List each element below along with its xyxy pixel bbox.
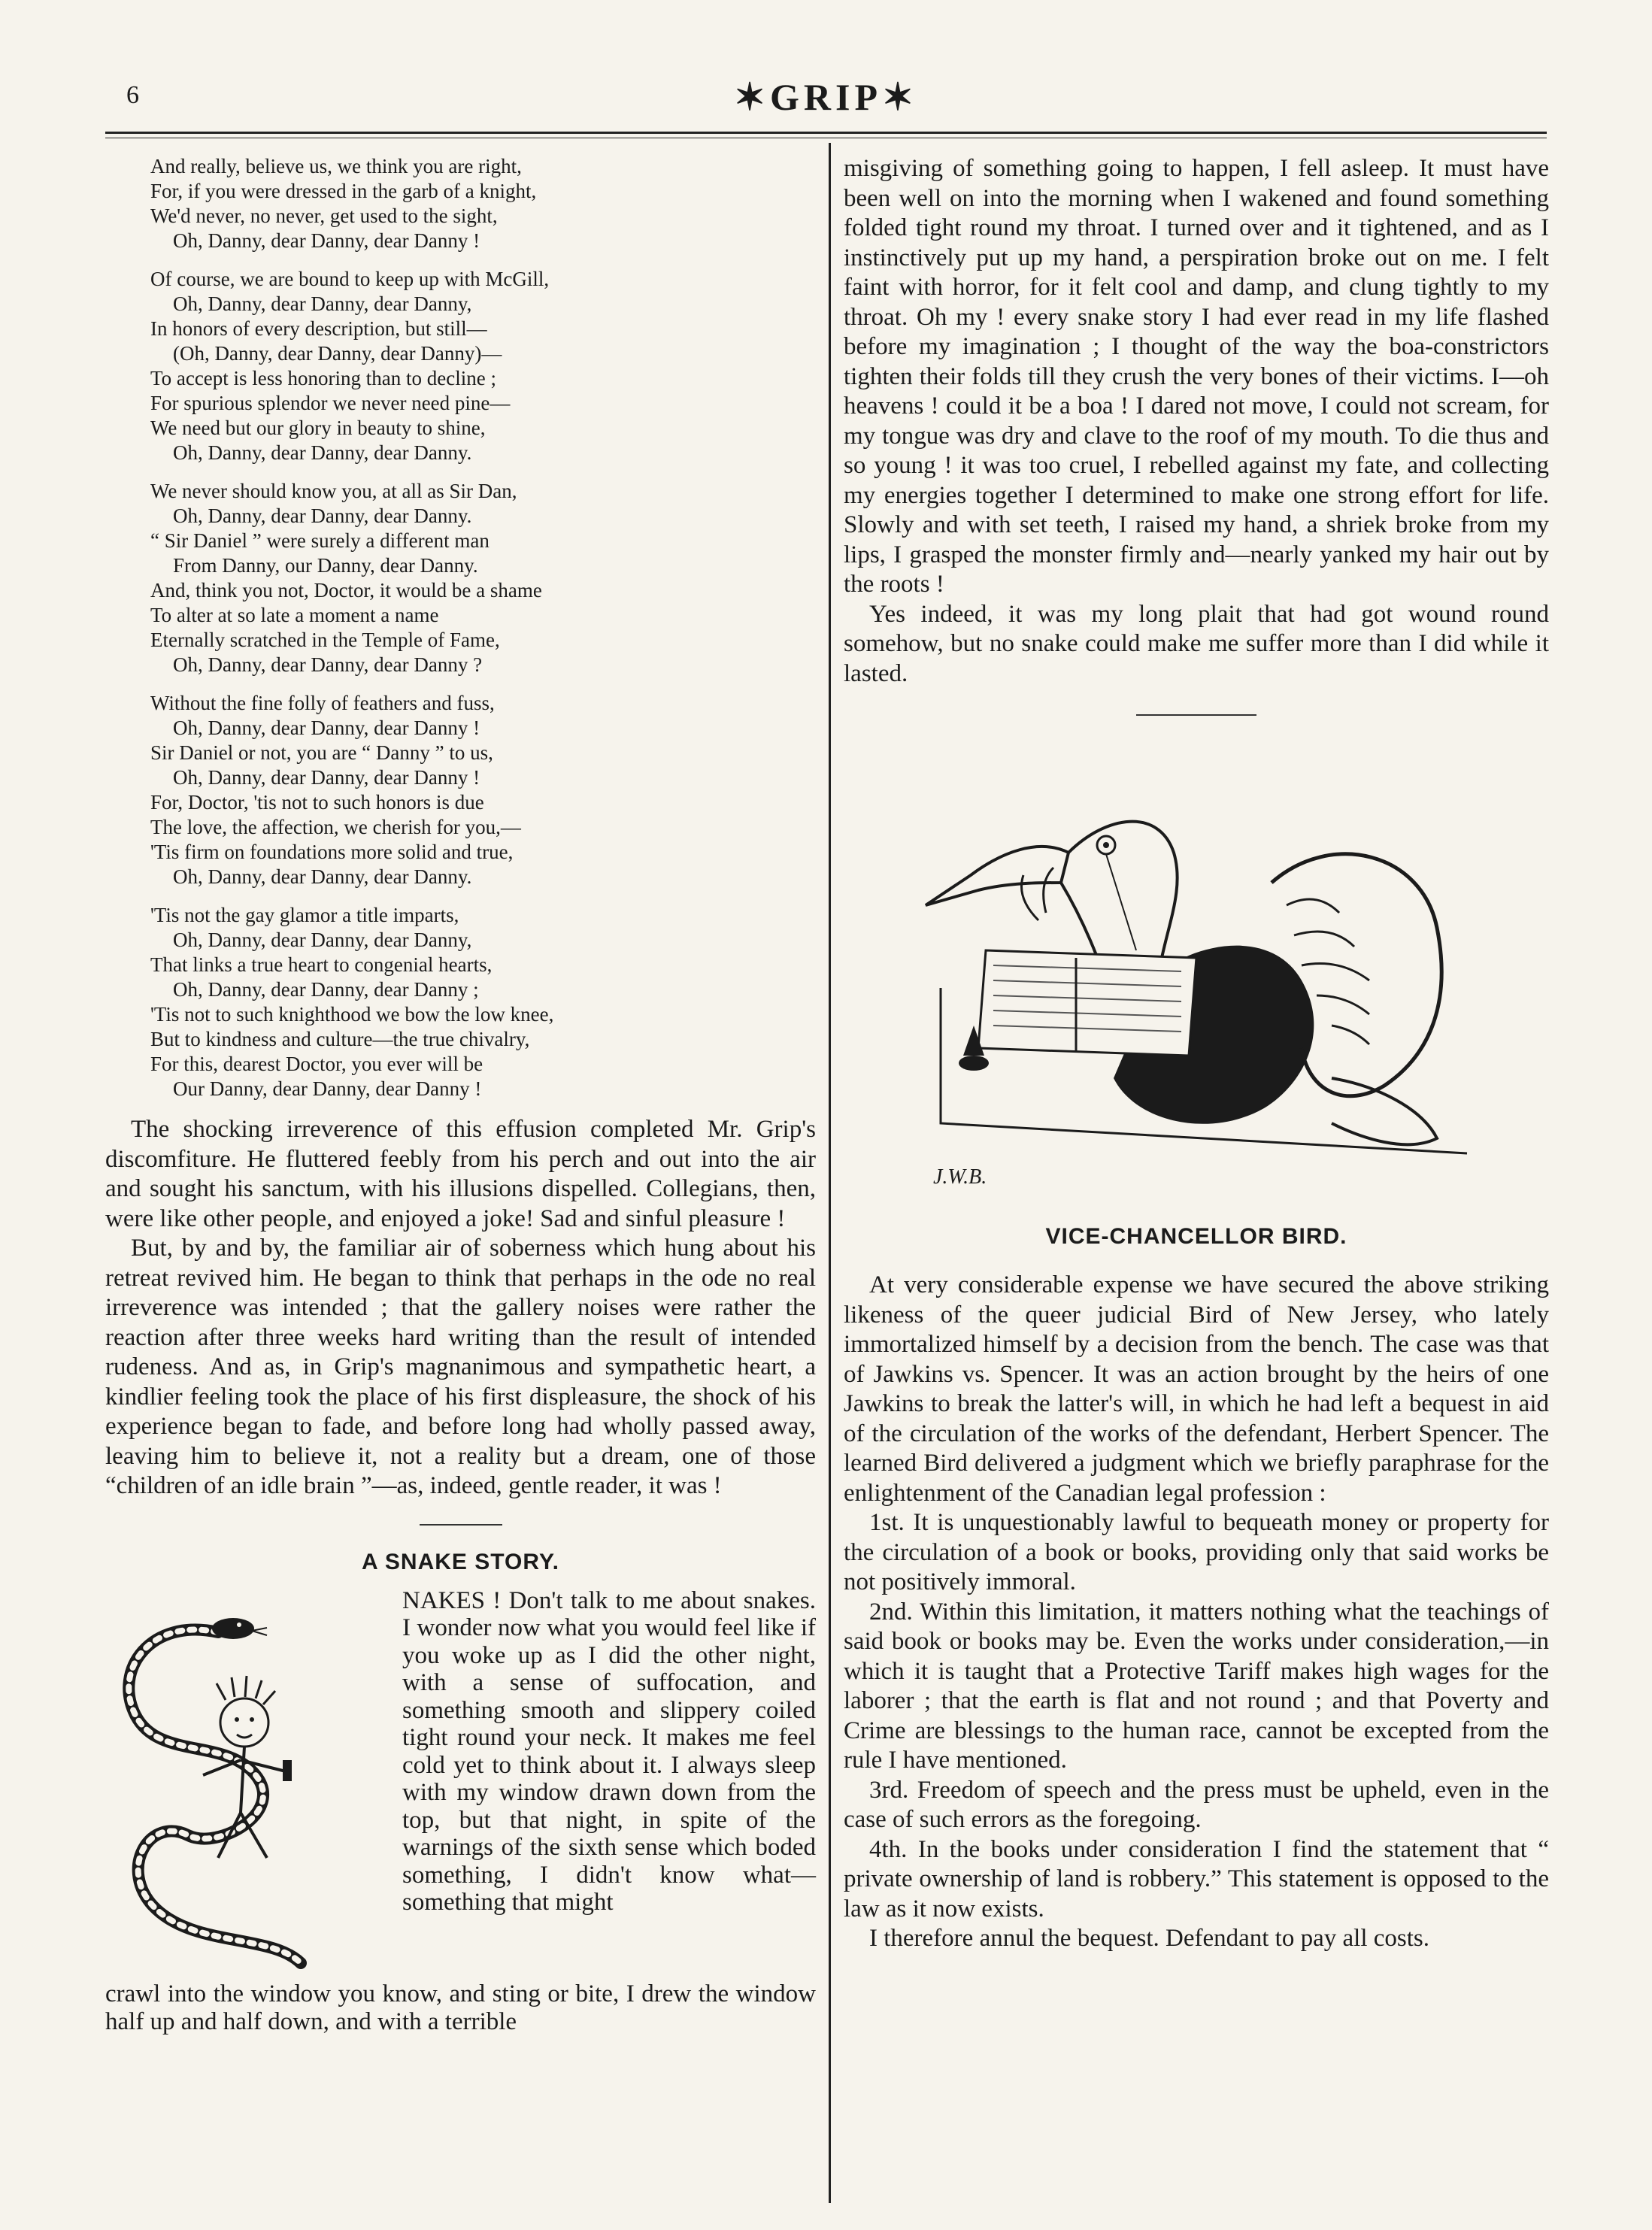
poem-line: Oh, Danny, dear Danny, dear Danny. — [173, 504, 472, 527]
poem-line: To accept is less honoring than to decline ; — [150, 367, 496, 389]
bird-article-paragraph: At very considerable expense we have secured the above striking likeness of the queer judicial Bird of New Jersey, who lately immortalized himself by a decision from the bench. The case was that of Jawkins vs. Spencer. It was an action brought by the heirs of one Jawkins to break the latter's will, in which he had left a bequest in aid of the circulation of the works of the defendant, Herbert Spencer. The learned Bird delivered a judgment which we briefly paraphrase for the enlightenment of the Canadian legal profession : — [844, 1271, 1549, 1507]
poem-line: For this, dearest Doctor, you ever will be — [150, 1053, 483, 1075]
poem-line: Oh, Danny, dear Danny, dear Danny ; — [173, 978, 479, 1001]
article-paragraph: But, by and by, the familiar air of soberness which hung about his retreat revived him. He began to think that perhaps in the ode no real irreverence was intended ; that the gallery noises were rather the reaction after three weeks hard writing than the result of intended rudeness. And as, in Grip's magnanimous and sympathetic heart, a kindlier feeling took the place of his first displeasure, the shock of his experience began to fade, and before long had wholly passed away, leaving him to believe it, not a reality but a dream, one of those “children of an idle brain ”—as, indeed, gentle reader, it was ! — [105, 1235, 816, 1499]
page-number: 6 — [126, 81, 139, 109]
poem-line: Oh, Danny, dear Danny, dear Danny ? — [173, 653, 483, 676]
snake-story-paragraph: NAKES ! Don't talk to me about snakes. I wonder now what you would feel like if you woke up as I did the other night, with a sense of suffocation, and something smooth and slippery coiled tight round your neck. It makes me feel cold yet to think about it. I always sleep with my window drawn down from the top, but that night, in spite of the warnings of the sixth sense which boded something, I didn't know what—something that might — [402, 1586, 816, 1916]
snake-story-continued: Yes indeed, it was my long plait that had got wound round somehow, but no snake could make me suffer more than I did while it lasted. — [844, 600, 1549, 687]
poem-line: And really, believe us, we think you are right, — [150, 155, 522, 177]
poem-line: For, Doctor, 'tis not to such honors is due — [150, 791, 484, 814]
poem-line: 'Tis not to such knighthood we bow the low knee, — [150, 1003, 554, 1026]
poem-line: Oh, Danny, dear Danny, dear Danny ! — [173, 766, 480, 789]
poem-line: The love, the affection, we cherish for you,— — [150, 816, 521, 838]
poem-line: Oh, Danny, dear Danny, dear Danny, — [173, 929, 472, 951]
bird-article-paragraph: 4th. In the books under consideration I find the statement that “ private ownership of land is robbery.” This statement is opposed to the law as it now exists. — [844, 1835, 1549, 1922]
poem-line: That links a true heart to congenial hearts, — [150, 953, 493, 976]
bird-article-paragraph: I therefore annul the bequest. Defendant to pay all costs. — [869, 1925, 1429, 1952]
poem-line: Oh, Danny, dear Danny, dear Danny. — [173, 865, 472, 888]
poem-line: Oh, Danny, dear Danny, dear Danny, — [173, 292, 472, 315]
poem-line: (Oh, Danny, dear Danny, dear Danny)— — [173, 342, 502, 365]
snake-story-opening — [105, 1587, 816, 1980]
poem-stanza — [150, 903, 816, 1101]
poem-line: For, if you were dressed in the garb of a knight, — [150, 180, 537, 202]
poem-line: We need but our glory in beauty to shine, — [150, 417, 486, 439]
poem-line: Oh, Danny, dear Danny, dear Danny ! — [173, 717, 480, 739]
bird-article-paragraph: 3rd. Freedom of speech and the press must be upheld, even in the case of such errors as the foregoing. — [844, 1776, 1549, 1833]
bird-article-paragraph: 1st. It is unquestionably lawful to bequeath money or property for the circulation of a book or books, providing only that said works be not positively immoral. — [844, 1509, 1549, 1595]
poem-line: From Danny, our Danny, dear Danny. — [173, 554, 478, 577]
right-column — [844, 154, 1549, 1954]
poem-line: “ Sir Daniel ” were surely a different man — [150, 529, 490, 552]
masthead-title: ✶GRIP✶ — [734, 76, 918, 118]
poem-line: To alter at so late a moment a name — [150, 604, 439, 626]
poem-line: Sir Daniel or not, you are “ Danny ” to us, — [150, 741, 493, 764]
poem-line: Eternally scratched in the Temple of Fame, — [150, 629, 500, 651]
bird-article-paragraph: 2nd. Within this limitation, it matters nothing what the teachings of said book or books may be. Even the works under consideration,—in which it is taught that a Protective Tariff makes high wages for the laborer ; that the earth is flat and not round ; and that Poverty and Crime are blessings to the human race, cannot be excepted from the rule I have mentioned. — [844, 1598, 1549, 1774]
poem — [105, 154, 816, 1101]
snake-story-heading: A SNAKE STORY. — [362, 1549, 559, 1574]
poem-line: Oh, Danny, dear Danny, dear Danny. — [173, 441, 472, 464]
poem-line: We'd never, no never, get used to the sight, — [150, 205, 498, 227]
poem-line: Of course, we are bound to keep up with McGill, — [150, 268, 550, 290]
poem-stanza — [150, 267, 816, 465]
snake-initial-illustration — [105, 1587, 391, 1980]
snake-story-paragraph: crawl into the window you know, and sting or bite, I drew the window half up and half down, and with a terrible — [105, 1980, 816, 2035]
poem-stanza — [150, 479, 816, 677]
section-divider — [420, 1524, 502, 1526]
poem-line: 'Tis not the gay glamor a title imparts, — [150, 904, 459, 926]
poem-line: And, think you not, Doctor, it would be a shame — [150, 579, 542, 601]
illustration-caption: VICE-CHANCELLOR BIRD. — [1045, 1224, 1347, 1249]
vice-chancellor-bird-illustration — [911, 732, 1482, 1206]
poem-line: Oh, Danny, dear Danny, dear Danny ! — [173, 229, 480, 252]
poem-line: 'Tis firm on foundations more solid and true, — [150, 841, 514, 863]
poem-line: We never should know you, at all as Sir Dan, — [150, 480, 517, 502]
poem-stanza — [150, 154, 816, 253]
poem-line: For spurious splendor we never need pine— — [150, 392, 511, 414]
article-paragraph: The shocking irreverence of this effusion completed Mr. Grip's discomfiture. He fluttered feebly from his perch and out into the air and sought his sanctum, with his illusions dispelled. Collegians, then, were like other people, and enjoyed a joke! Sad and sinful pleasure ! — [105, 1116, 816, 1232]
column-divider — [829, 143, 831, 2203]
poem-stanza — [150, 691, 816, 889]
snake-story-continued: misgiving of something going to happen, I fell asleep. It must have been well on into the morning when I wakened and found something folded tight round my throat. I turned over and it tightened, and as I instinctively put up my hand, a perspiration broke out on me. I felt faint with horror, for it felt cool and damp, and clung tightly to my throat. Oh my ! every snake story I had ever read in my life flashed before my imagination ; I thought of the way the boa-constrictors tighten their folds till they crush the very bones of their victims. I—oh heavens ! could it be a boa ! I dared not move, I could not scream, for my tongue was dry and clave to the roof of my mouth. To die thus and so young ! it was too cruel, I rebelled against my fate, and collecting my energies together I determined to make one strong effort for life. Slowly and with set teeth, I raised my hand, a shriek broke from my lips, I grasped the monster firmly and—nearly yanked my hair out by the roots ! — [844, 155, 1549, 598]
left-column — [105, 154, 816, 2036]
illustrator-signature: J.W.B. — [933, 1165, 987, 1189]
poem-line: In honors of every description, but still— — [150, 317, 487, 340]
poem-line: Without the fine folly of feathers and fuss, — [150, 692, 495, 714]
header-rule — [105, 132, 1547, 134]
section-divider — [1136, 714, 1256, 716]
poem-line: Our Danny, dear Danny, dear Danny ! — [173, 1077, 482, 1100]
poem-line: But to kindness and culture—the true chivalry, — [150, 1028, 530, 1050]
